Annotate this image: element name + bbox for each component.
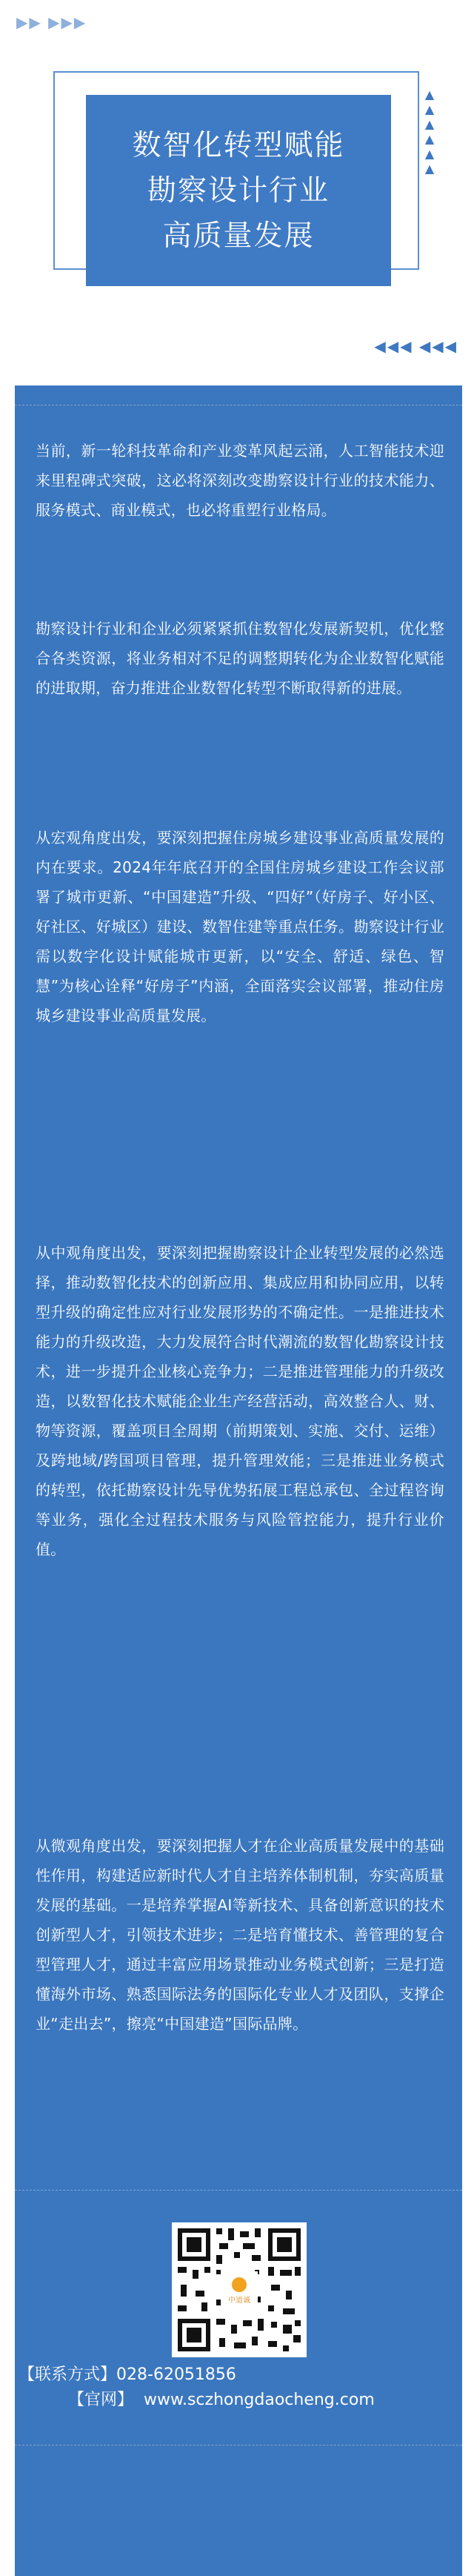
triangle-decoration-right: ◀◀◀ ◀◀◀ xyxy=(374,337,458,355)
page-title-line-2: 勘察设计行业 xyxy=(147,173,330,208)
triangle-decoration-left: ▶▶ ▶▶▶ xyxy=(16,13,87,31)
article-body xyxy=(15,385,462,2576)
title-box xyxy=(86,95,391,286)
paragraph-3: 从宏观角度出发，要深刻把握住房城乡建设事业高质量发展的内在要求。2024年年底召开的全国住房城乡建设工作会议部署了城市更新、“中国建造”升级、“四好”（好房子、好小区、好社区、好城区）建设、数智住建等重点任务。勘察设计行业需以数字化设计赋能城市更新，以“安全、舒适、绿色、智慧”为核心诠释“好房子”内涵，全面落实会议部署，推动住房城乡建设事业高质量发展。 xyxy=(36,829,444,1024)
paragraph-1: 当前，新一轮科技革命和产业变革风起云涌，人工智能技术迎来里程碑式突破，这必将深刻改变勘察设计行业的技术能力、服务模式、商业模式，也必将重塑行业格局。 xyxy=(36,442,444,519)
website-label: 【官网】 xyxy=(68,2391,134,2409)
contact-line xyxy=(19,2362,236,2388)
qr-brand-text: 中道诚 xyxy=(228,2297,250,2305)
contact-phone: 028-62051856 xyxy=(116,2365,236,2384)
divider xyxy=(15,2445,462,2446)
website-link[interactable]: www.sczhongdaocheng.com xyxy=(144,2391,375,2409)
page-title-line-3: 高质量发展 xyxy=(162,219,315,253)
paragraph-2: 勘察设计行业和企业必须紧紧抓住数智化发展新契机，优化整合各类资源，将业务相对不足的调整期转化为企业数智化赋能的进取期，奋力推进企业数智化转型不断取得新的进展。 xyxy=(36,620,444,697)
paragraph-4: 从中观角度出发，要深刻把握勘察设计企业转型发展的必然选择，推动数智化技术的创新应用、集成应用和协同应用，以转型升级的确定性应对行业发展形势的不确定性。一是推进技术能力的升级改造，大力发展符合时代潮流的数智化勘察设计技术，进一步提升企业核心竞争力；二是推进管理能力的升级改造，以数智化技术赋能企业生产经营活动，高效整合人、财、物等资源，覆盖项目全周期（前期策划、实施、交付、运维）及跨地域/跨国项目管理，提升管理效能；三是推进业务模式的转型，依托勘察设计先导优势拓展工程总承包、全过程咨询等业务，强化全过程技术服务与风险管控能力，提升行业价值。 xyxy=(36,1244,444,1558)
qr-logo-icon xyxy=(232,2277,247,2292)
divider xyxy=(15,2190,462,2191)
website-line xyxy=(68,2387,375,2414)
triangle-decoration-column: ▲ ▲ ▲ ▲ ▲ ▲ xyxy=(424,87,435,176)
page-title-line-1: 数智化转型赋能 xyxy=(132,128,345,162)
contact-label: 【联系方式】 xyxy=(19,2365,117,2384)
paragraph-5: 从微观角度出发，要深刻把握人才在企业高质量发展中的基础性作用，构建适应新时代人才自主培养体制机制，夯实高质量发展的基础。一是培养掌握AI等新技术、具备创新意识的技术创新型人才，引领技术进步；二是培育懂技术、善管理的复合型管理人才，通过丰富应用场景推动业务模式创新；三是打造懂海外市场、熟悉国际法务的国际化专业人才及团队，支撑企业“走出去”，擦亮“中国建造”国际品牌。 xyxy=(36,1837,444,2033)
qr-code xyxy=(172,2222,307,2357)
